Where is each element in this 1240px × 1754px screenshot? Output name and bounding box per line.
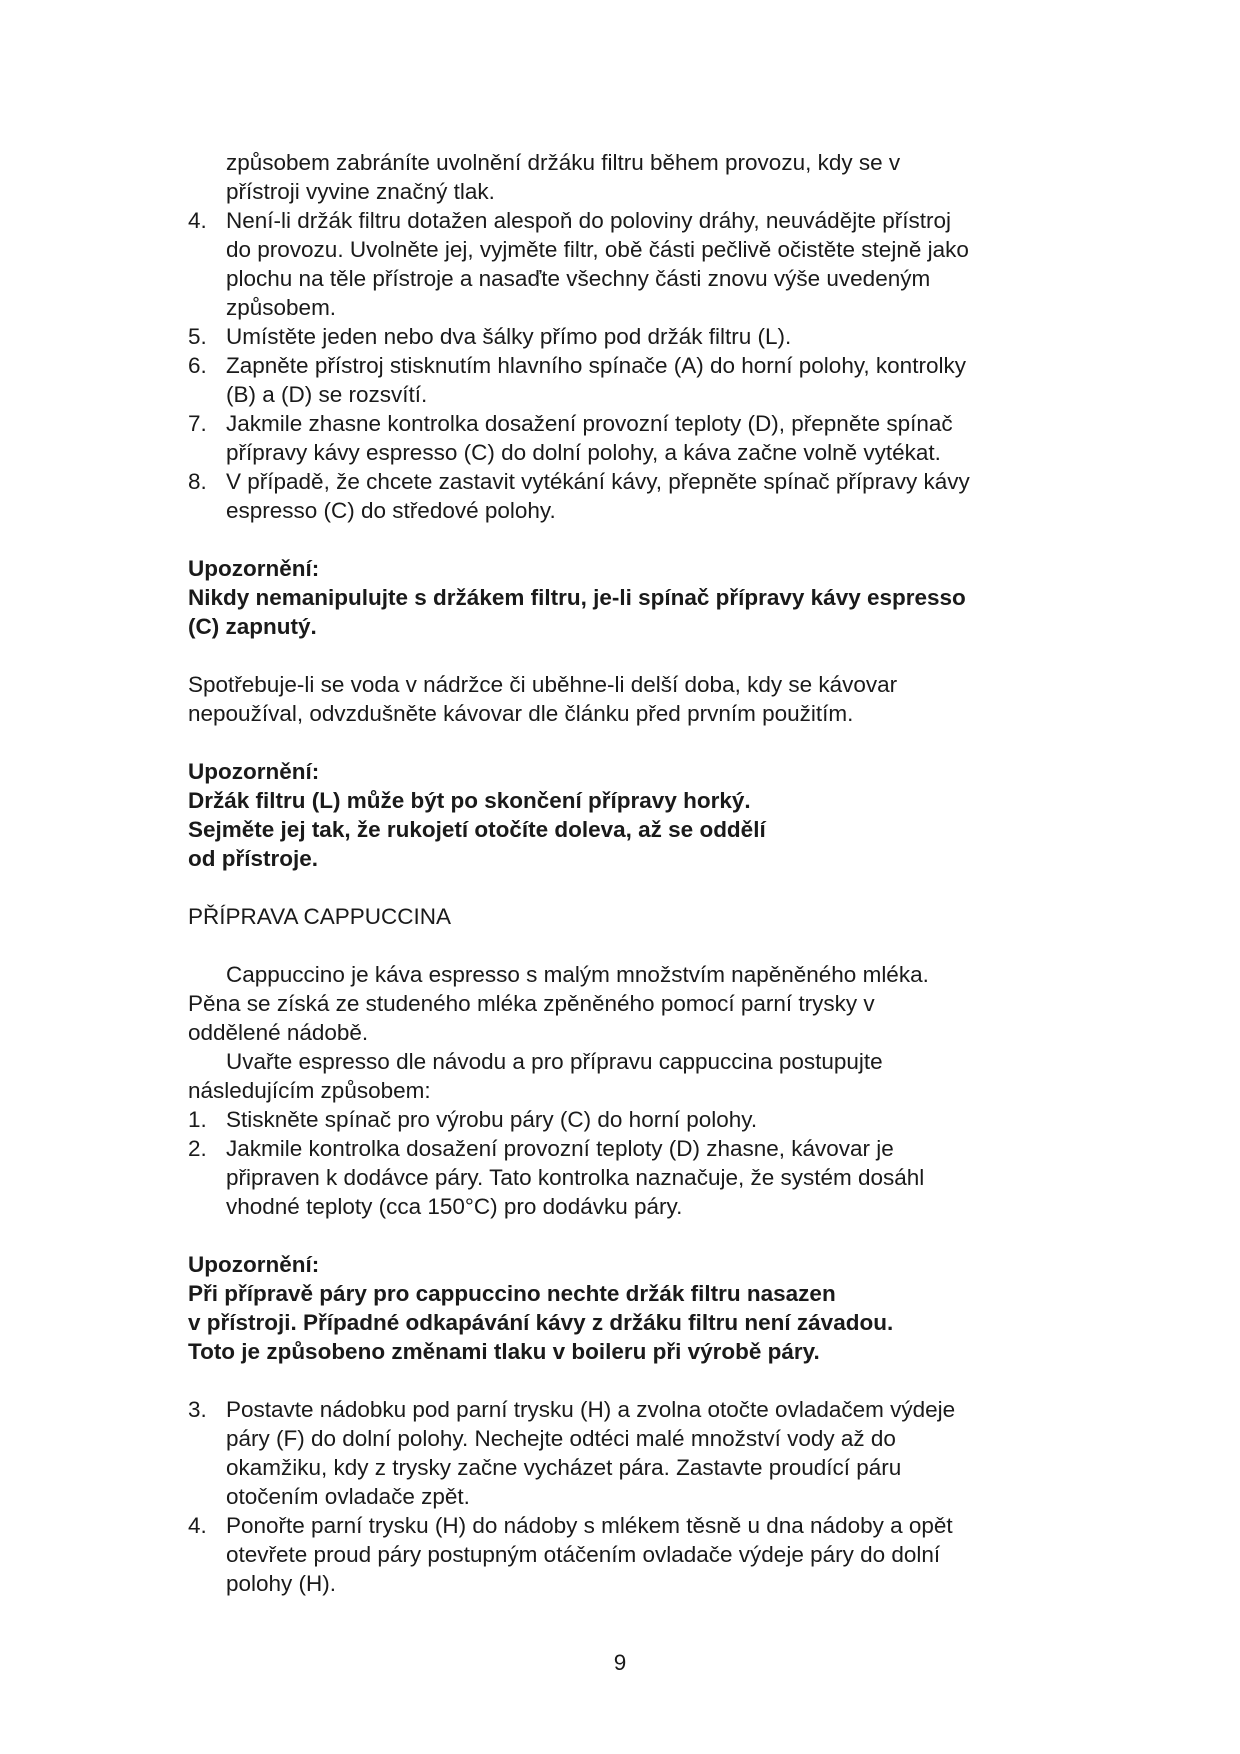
text-line: Není-li držák filtru dotažen alespoň do poloviny dráhy, neuvádějte přístroj <box>226 208 951 233</box>
list-item <box>188 409 1068 467</box>
text-line: přístroji vyvine značný tlak. <box>226 179 495 204</box>
text-line: Nikdy nemanipulujte s držákem filtru, je-li spínač přípravy kávy espresso <box>188 585 966 610</box>
list-item <box>188 322 1068 351</box>
item-number: 4. <box>188 1513 207 1538</box>
warning-block <box>188 554 1068 641</box>
text-line: otočením ovladače zpět. <box>226 1484 470 1509</box>
warning-heading: Upozornění: <box>188 1252 320 1277</box>
list-item <box>188 1395 1068 1511</box>
item-text <box>226 351 1068 409</box>
text-line: Toto je způsobeno změnami tlaku v boileru při výrobě páry. <box>188 1339 820 1364</box>
text-line: v přístroji. Případné odkapávání kávy z držáku filtru není závadou. <box>188 1310 894 1335</box>
item-text <box>226 467 1068 525</box>
item-number: 4. <box>188 208 207 233</box>
item-number: 6. <box>188 353 207 378</box>
text-line: Umístěte jeden nebo dva šálky přímo pod držák filtru (L). <box>226 324 792 349</box>
list-item <box>188 351 1068 409</box>
text-line: Při přípravě páry pro cappuccino nechte držák filtru nasazen <box>188 1281 836 1306</box>
paragraph <box>188 960 1068 1047</box>
text-line: Cappuccino je káva espresso s malým množstvím napěněného mléka. <box>226 962 929 987</box>
list-item <box>188 1105 1068 1134</box>
spacer <box>188 1366 1068 1395</box>
item-text <box>226 1105 1068 1134</box>
text-line: Postavte nádobku pod parní trysku (H) a zvolna otočte ovladačem výdeje <box>226 1397 956 1422</box>
paragraph <box>188 1047 1068 1105</box>
text-line: polohy (H). <box>226 1571 337 1596</box>
text-line: od přístroje. <box>188 846 319 871</box>
list-item <box>188 467 1068 525</box>
text-line: připraven k dodávce páry. Tato kontrolka naznačuje, že systém dosáhl <box>226 1165 925 1190</box>
intro-continuation <box>188 148 1068 206</box>
text-line: espresso (C) do středové polohy. <box>226 498 556 523</box>
paragraph <box>188 670 1068 728</box>
list-item <box>188 1511 1068 1598</box>
text-line: Sejměte jej tak, že rukojetí otočíte doleva, až se oddělí <box>188 817 766 842</box>
section-title: PŘÍPRAVA CAPPUCCINA <box>188 904 451 929</box>
step-list-a <box>188 206 1068 525</box>
warning-heading: Upozornění: <box>188 759 320 784</box>
item-text <box>226 1395 1068 1511</box>
item-number: 5. <box>188 324 207 349</box>
item-number: 3. <box>188 1397 207 1422</box>
spacer <box>188 931 1068 960</box>
text-line: okamžiku, kdy z trysky začne vycházet pára. Zastavte proudící páru <box>226 1455 902 1480</box>
item-text <box>226 322 1068 351</box>
warning-block <box>188 1250 1068 1366</box>
text-line: páry (F) do dolní polohy. Nechejte odtéci malé množství vody až do <box>226 1426 896 1451</box>
step-list-b <box>188 1105 1068 1221</box>
text-line: Spotřebuje-li se voda v nádržce či uběhne-li delší doba, kdy se kávovar <box>188 672 898 697</box>
text-line: (B) a (D) se rozsvítí. <box>226 382 428 407</box>
spacer <box>188 641 1068 670</box>
text-line: Ponořte parní trysku (H) do nádoby s mlékem těsně u dna nádoby a opět <box>226 1513 953 1538</box>
item-text <box>226 1511 1068 1598</box>
text-line: způsobem zabráníte uvolnění držáku filtru během provozu, kdy se v <box>226 150 901 175</box>
spacer <box>188 728 1068 757</box>
text-line: oddělené nádobě. <box>188 1020 369 1045</box>
text-line: plochu na těle přístroje a nasaďte všechny části znovu výše uvedeným <box>226 266 931 291</box>
text-line: Pěna se získá ze studeného mléka zpěněného pomocí parní trysky v <box>188 991 875 1016</box>
spacer <box>188 873 1068 902</box>
item-number: 7. <box>188 411 207 436</box>
text-line: Jakmile zhasne kontrolka dosažení provozní teploty (D), přepněte spínač <box>226 411 953 436</box>
text-line: následujícím způsobem: <box>188 1078 431 1103</box>
text-line: Jakmile kontrolka dosažení provozní teploty (D) zhasne, kávovar je <box>226 1136 894 1161</box>
text-line: Držák filtru (L) může být po skončení přípravy horký. <box>188 788 751 813</box>
spacer <box>188 1221 1068 1250</box>
list-item <box>188 1134 1068 1221</box>
text-line: Zapněte přístroj stisknutím hlavního spínače (A) do horní polohy, kontrolky <box>226 353 966 378</box>
item-text <box>226 409 1068 467</box>
step-list-c <box>188 1395 1068 1598</box>
text-line: Stiskněte spínač pro výrobu páry (C) do horní polohy. <box>226 1107 758 1132</box>
text-line: vhodné teploty (cca 150°C) pro dodávku páry. <box>226 1194 683 1219</box>
text-line: otevřete proud páry postupným otáčením ovladače výdeje páry do dolní <box>226 1542 941 1567</box>
text-line: do provozu. Uvolněte jej, vyjměte filtr, obě části pečlivě očistěte stejně jako <box>226 237 969 262</box>
text-line: (C) zapnutý. <box>188 614 317 639</box>
item-number: 2. <box>188 1136 207 1161</box>
text-line: způsobem. <box>226 295 337 320</box>
item-number: 8. <box>188 469 207 494</box>
spacer <box>188 525 1068 554</box>
page-number: 9 <box>613 1650 627 1675</box>
item-text <box>226 206 1068 322</box>
manual-page <box>188 148 1068 1598</box>
text-line: přípravy kávy espresso (C) do dolní polohy, a káva začne volně vytékat. <box>226 440 941 465</box>
list-item <box>188 206 1068 322</box>
warning-block <box>188 757 1068 873</box>
text-line: V případě, že chcete zastavit vytékání kávy, přepněte spínač přípravy kávy <box>226 469 970 494</box>
item-number: 1. <box>188 1107 207 1132</box>
item-text <box>226 1134 1068 1221</box>
warning-heading: Upozornění: <box>188 556 320 581</box>
text-line: nepoužíval, odvzdušněte kávovar dle článku před prvním použitím. <box>188 701 854 726</box>
text-line: Uvařte espresso dle návodu a pro přípravu cappuccina postupujte <box>226 1049 883 1074</box>
